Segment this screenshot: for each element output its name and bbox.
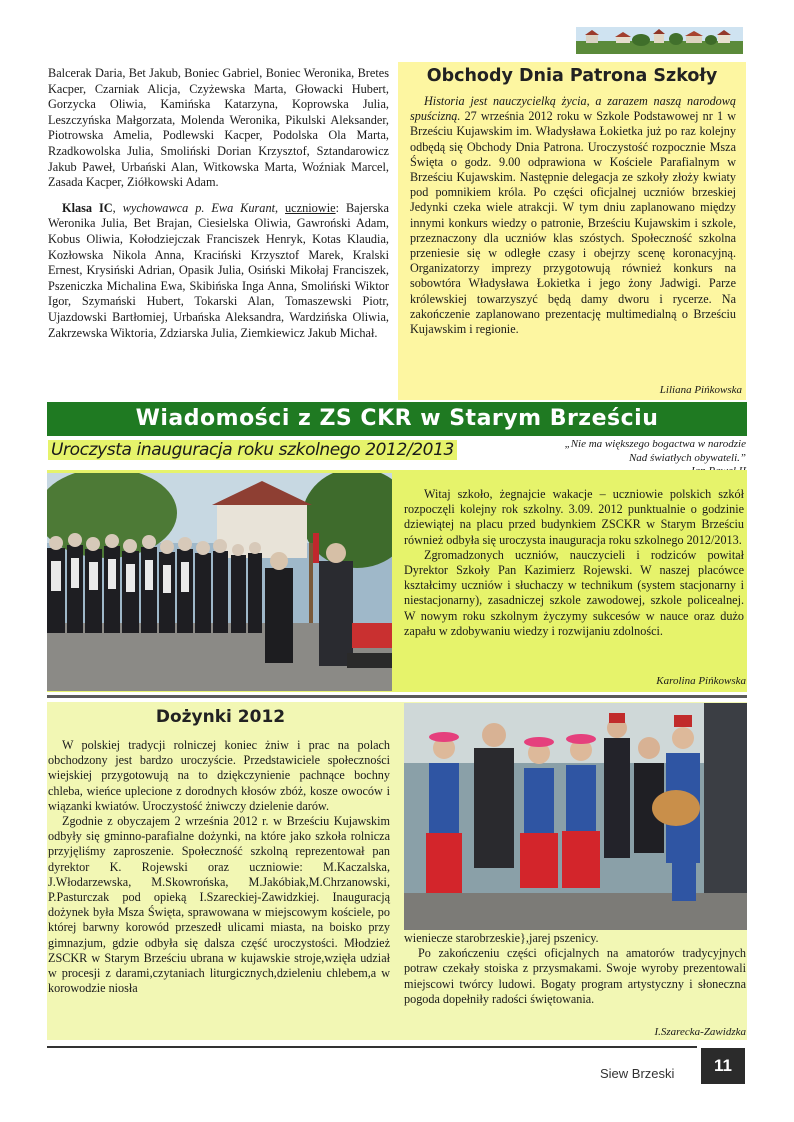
harvest-paragraph: Po zakończeniu części oficjalnych na amatorów tradycyjnych potraw czekały stoiska z przysmakami. Swoje wyroby prezentowali miejscowi twórcy ludowi. Bogaty program artystyczny i słoneczna pogoda dopełniły radości świętowania.	[404, 946, 746, 1006]
inauguration-paragraph: Witaj szkoło, żegnajcie wakacje – uczniowie polskich szkół rozpoczęli kolejny rok szkolny. 3.09. 2012 punktualnie o godzinie dziewiątej na placu przed budynkiem ZSCKR w Starym Brześciu również odbyła się uroczysta inauguracja roku szkolnego 2012/2013.	[404, 487, 744, 547]
class-ic-paragraph	[48, 201, 389, 341]
inauguration-paragraph: Zgromadzonych uczniów, nauczycieli i rodziców powitał Dyrektor Szkoły Pan Kazimierz Rojewski. W naszej placówce kształcimy uczniów i słuchaczy w technikum (system stacjonarny i niestacjonarny), zasadniczej szkole zawodowej, szkole policealnej. W nowym roku szkolnym życzymy sukcesów w nauce oraz dużo zapału w zdobywaniu wiedzy i rozwijaniu zdolności.	[404, 547, 744, 638]
patron-author: Liliana Pińkowska	[659, 384, 742, 396]
inauguration-photo	[47, 473, 392, 691]
harvest-title: Dożynki 2012	[155, 707, 286, 727]
magazine-name: Siew Brzeski	[600, 1066, 675, 1081]
inauguration-title-text: Uroczysta inauguracja roku szkolnego 2012/2013	[48, 440, 457, 460]
patron-quote: Historia jest nauczycielką życia, a zarazem naszą narodową spuścizną.	[410, 94, 736, 124]
separator: :	[335, 200, 339, 215]
class-lists-column	[48, 66, 389, 341]
separator: ,	[112, 200, 123, 215]
patron-article-title: Obchody Dnia Patrona Szkoły	[426, 66, 718, 86]
patron-day-article	[398, 62, 746, 400]
inauguration-author: Karolina Pińkowska	[656, 675, 746, 687]
harvest-body-left	[48, 738, 390, 996]
section-banner: Wiadomości z ZS CKR w Starym Brześciu	[47, 402, 747, 436]
quote-line: Nad światłych obywateli.”	[628, 451, 746, 464]
page-number: 11	[701, 1048, 745, 1084]
section-divider	[47, 695, 747, 698]
harvest-paragraph: wieniecze starobrzeskie},jarej pszenicy.	[404, 931, 599, 945]
class-ic-students-label: uczniowie	[285, 200, 336, 215]
harvest-body-right	[404, 931, 746, 1007]
harvest-author: I.Szarecka-Zawidzka	[654, 1026, 746, 1038]
harvest-paragraph: W polskiej tradycji rolniczej koniec żniw i prac na polach obchodzony jest bardzo uroczyście. Przedstawiciele społeczności wiejskiej przygotowują na to dziękczynienie pachnące bochny chleba, wieńce uplecione z dorodnych kłosów zbóż, kosze owoców i wiązanki kwiatów. Uroczystość żniwczy dzielenie darów.	[48, 738, 390, 813]
class-ic-student-list: Bajerska Weronika Julia, Bet Brajan, Ciesielska Oliwia, Gawroński Adam, Kobus Oliwia, Kołodziejczak Franciszek Henryk, Kotas Klaudia, Kozłowska Nikola Anna, Kraciński Krzysztof Marek, Kralski Ernest, Krysiński Adrian, Opasik Julia, Osiński Mikołaj Franciszek, Pszeniczka Michalina Ewa, Skibińska Inga Anna, Smoliński Wiktor Igor, Szymański Hubert, Tokarski Alan, Tomaszewski Piotr, Ujazdowski Bartłomiej, Urbańska Aleksandra, Wardzińska Oliwia, Zakrzewska Wiktoria, Zdziarska Julia, Ziemkiewicz Jakub Michał.	[48, 200, 389, 340]
inauguration-title	[48, 440, 478, 460]
header-landscape-photo	[576, 27, 743, 54]
footer-rule	[47, 1046, 697, 1048]
class-ic-teacher: wychowawca p. Ewa Kurant	[122, 200, 276, 215]
harvest-photo	[404, 703, 747, 930]
class-ic-label: Klasa IC	[62, 200, 113, 215]
class-ib-student-list: Balcerak Daria, Bet Jakub, Boniec Gabriel, Boniec Weronika, Bretes Kacper, Czarniak Alicja, Czyżewska Marta, Głowacki Hubert, Gorzycka Oliwia, Kamińska Katarzyna, Koprowska Julia, Leszczyńska Małgorzata, Molenda Weronika, Pikulski Aleksander, Piotrowska Amelia, Podlewski Kacper, Podolska Ola Marta, Rzadkowolska Julia, Smoliński Dorian Krzysztof, Sztandarowicz Jakub Paweł, Urbański Alan, Witkowska Marta, Woźniak Marcel, Zasada Kacper, Ziółkowski Adam.	[48, 66, 389, 190]
patron-article-body	[410, 94, 736, 337]
patron-body-text: 27 września 2012 roku w Szkole Podstawowej nr 1 w Brześciu Kujawskim im. Władysława Łokietka już po raz kolejny odbędą się Obchody Dnia Patrona. Uroczystość rozpocznie Msza Święta o godz. 9.00 odprawiona w Kościele Parafialnym w Brześciu Kujawskim. Następnie delegacja ze szkoły złoży kwiaty pod pomnikiem króla. Po części oficjalnej uczniów brzeskiej Jedynki czeka wiele atrakcji. W tym dniu zaplanowano między innymi konkurs wiedzy o patronie, Brześciu Kujawskim i szkole, przeznaczony dla uczniów klas szóstych. Społeczność szkolna przeniesie się w odległe czasy i obejrzy scenę koronacyjną. Organizatorzy imprezy przygotowują również konkurs na sobowtóra Władysława Łokietka i jego żony Jadwigi. Parze królewskiej towarzyszyć będą damy dworu i rycerze. Na zakończenie zaplanowano prezentację multimedialną o Brześciu Kujawskim i regionie.	[410, 109, 736, 337]
quote-line: „Nie ma większego bogactwa w narodzie	[564, 438, 746, 450]
separator: ,	[275, 200, 286, 215]
harvest-paragraph: Zgodnie z obyczajem 2 września 2012 r. w Brześciu Kujawskim odbyły się gminno-parafialne dożynki, na które jako szkoła rolnicza przyjęliśmy zaproszenie. Społeczność szkolną reprezentował pan dyrektor K. Rojewski oraz uczniowie: M.Kaczalska, J.Włodarzewska, M.Skowrońska, M.Jakóbiak,M.Chrzanowski, P.Pasturczak pod opieką I.Szareckiej-Zawidzkiej. Inauguracją dożynek była Msza Święta, sprawowana w miejscowym kościele, po której barwny korowód przeszedł ulicami miasta, na boisko przy gimnazjum, gdzie odbyła się dalsza część uroczystości. Młodzież ZSCKR w Starym Brześciu ubrana w kujawskie stroje,wzięła udział w procesji z darami,czytaniach liturgicznych,dzieleniu chlebem,a w korowodzie niosła	[48, 814, 390, 996]
inauguration-body	[404, 487, 744, 639]
